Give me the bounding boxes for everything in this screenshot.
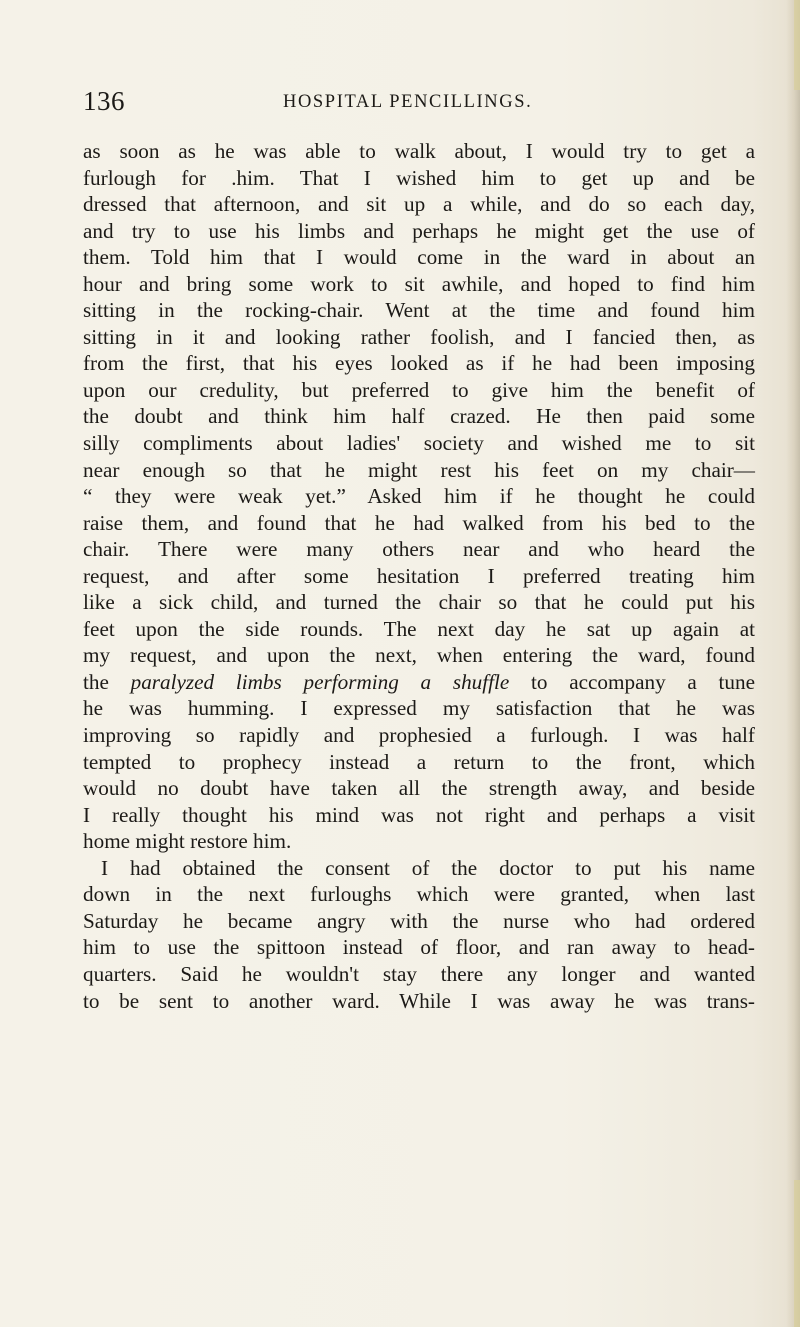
text-line: Saturday he became angry with the nurse who had ordered [83, 908, 755, 933]
page-edge-stain [794, 0, 800, 90]
page-number: 136 [83, 86, 125, 116]
text-line: upon our credulity, but preferred to give him the benefit of [83, 377, 755, 402]
text-line: home might restore him. [83, 829, 292, 854]
text-line: down in the next furloughs which were granted, when last [83, 882, 755, 907]
text-line: improving so rapidly and prophesied a furlough. I was half [83, 723, 755, 748]
text-line: as soon as he was able to walk about, I would try to get a [83, 139, 755, 163]
text-line: I had obtained the consent of the doctor to put his name [101, 855, 755, 880]
running-head: HOSPITAL PENCILLINGS. [283, 92, 533, 112]
text-line: raise them, and found that he had walked from his bed to the [83, 510, 755, 535]
text-line: near enough so that he might rest his feet on my chair— [83, 457, 755, 482]
text-line: would no doubt have taken all the strength away, and beside [83, 776, 755, 801]
text-line: silly compliments about ladies' society and wished me to sit [83, 431, 755, 456]
text-line: request, and after some hesitation I preferred treating him [83, 563, 755, 588]
text-line: chair. There were many others near and who heard the [83, 537, 755, 562]
text-line: he was humming. I expressed my satisfaction that he was [83, 696, 755, 721]
text-line: sitting in the rocking-chair. Went at the time and found him [83, 298, 755, 323]
text-line: them. Told him that I would come in the ward in about an [83, 245, 755, 270]
text-line: “ they were weak yet.” Asked him if he thought he could [83, 484, 755, 509]
page-edge-shadow [786, 0, 800, 1327]
text-line: dressed that afternoon, and sit up a while, and do so each day, [83, 192, 755, 217]
italic-phrase: paralyzed limbs performing a shuffle [130, 669, 510, 694]
text-line: sitting in it and looking rather foolish, and I fancied then, as [83, 324, 755, 349]
text-line: to be sent to another ward. While I was away he was trans- [83, 988, 755, 1013]
text-line: feet upon the side rounds. The next day he sat up again at [83, 616, 755, 641]
text-line: tempted to prophecy instead a return to the front, which [83, 749, 755, 774]
text-line: hour and bring some work to sit awhile, and hoped to find him [83, 271, 755, 296]
text-line: and try to use his limbs and perhaps he might get the use of [83, 218, 755, 243]
text-line: from the first, that his eyes looked as if he had been imposing [83, 351, 755, 376]
text-line: furlough for .him. That I wished him to get up and be [83, 165, 755, 190]
text-line: my request, and upon the next, when entering the ward, found [83, 643, 755, 668]
page-header [83, 84, 753, 118]
text-line: the doubt and think him half crazed. He then paid some [83, 404, 755, 429]
text-line: quarters. Said he wouldn't stay there any longer and wanted [83, 961, 755, 986]
text-line-with-italic [83, 669, 755, 696]
text-line: him to use the spittoon instead of floor, and ran away to head- [83, 935, 755, 960]
text-line: I really thought his mind was not right and perhaps a visit [83, 802, 755, 827]
text-segment: to accompany a tune [509, 669, 755, 694]
text-line: like a sick child, and turned the chair so that he could put his [83, 590, 755, 615]
body-text [83, 138, 755, 1014]
page-edge-stain [794, 1180, 800, 1327]
text-segment: the [83, 669, 131, 694]
